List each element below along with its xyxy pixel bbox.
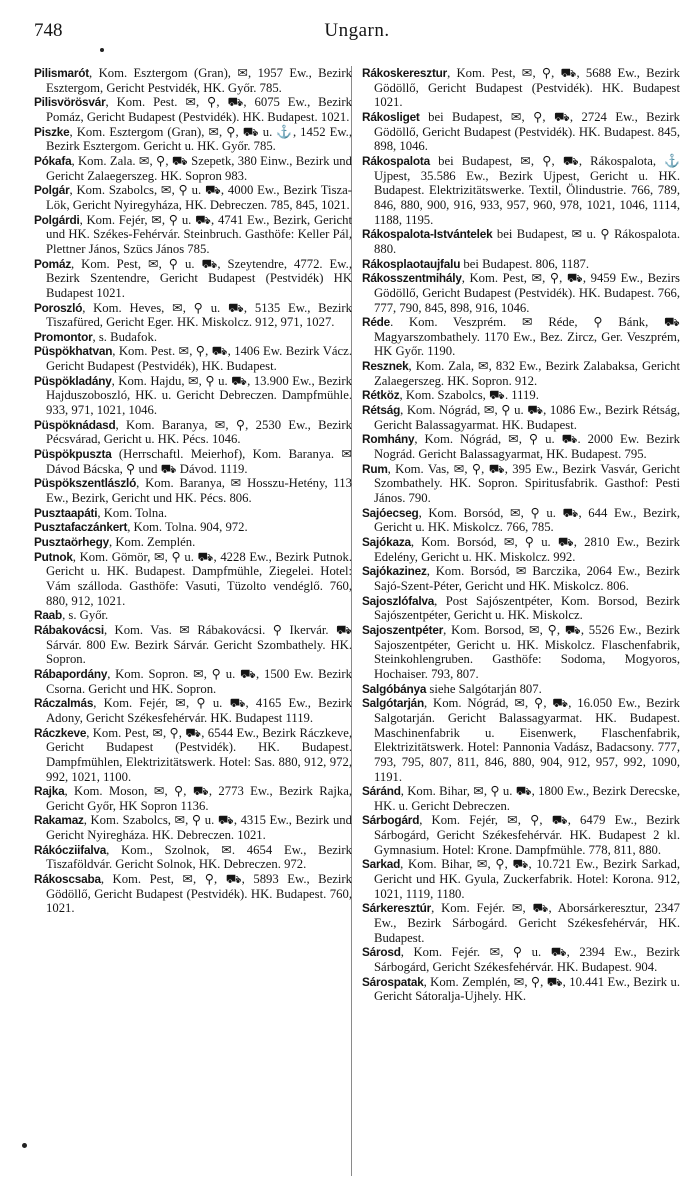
entry-description: , s. Budafok.: [92, 329, 157, 344]
entry-description: , Kom. Sopron. ✉, ⚲ u. ⛟, 1500 Ew. Bezirk Csorna. Gericht und HK. Sopron.: [46, 666, 352, 696]
entry-place-name: Sajoszentpéter: [362, 622, 444, 637]
entry-place-name: Promontor: [34, 329, 93, 344]
entry-description: , Kom. Baranya, ✉ Hosszu-Hetény, 113 Ew., Bezirk, Gericht und HK. Pécs. 806.: [46, 476, 352, 506]
gazetteer-entry: [34, 623, 352, 667]
gazetteer-entry: [362, 359, 680, 388]
entry-description: , Kom., Szolnok, ✉. 4654 Ew., Bezirk Tiszaföldvár. Gericht Solnok, HK. Debreczen. 972.: [46, 842, 352, 872]
gazetteer-entry: [362, 110, 680, 154]
gazetteer-entry: [34, 66, 352, 95]
entry-place-name: Sáránd: [362, 784, 401, 799]
page-number: 748: [34, 20, 63, 41]
entry-place-name: Resznek: [362, 359, 409, 374]
gazetteer-entry: [362, 271, 680, 315]
gazetteer-entry: [34, 667, 352, 696]
entry-description: , Kom. Fejér, ✉, ⚲, ⛟, 6479 Ew., Bezirk Sárbogárd, Gericht Székesfehérvár. HK. Budapest 2 kl. Gymnasium. Hotel: Krone. Dampfmühle. 778, 811, 880.: [374, 813, 680, 857]
gazetteer-entry: [362, 975, 680, 1004]
entry-description: , Post Sajószentpéter, Kom. Borsod, Bezirk Sajószentpéter, Gericht u. HK. Miskolcz.: [374, 593, 680, 623]
gazetteer-entry: [362, 506, 680, 535]
entry-place-name: Sarkad: [362, 857, 401, 872]
entry-place-name: Réde: [362, 315, 391, 330]
gazetteer-entry: [362, 227, 680, 256]
entry-place-name: Raab: [34, 608, 63, 623]
entry-place-name: Salgóbánya: [362, 681, 427, 696]
entry-description: , Kom. Bihar, ✉, ⚲ u. ⛟, 1800 Ew., Bezirk Derecske, HK. u. Gericht Debreczen.: [374, 784, 680, 813]
gazetteer-entry: [362, 945, 680, 974]
entry-description: , Kom. Borsód, ✉, ⚲ u. ⛟, 644 Ew., Bezirk, Gericht u. HK. Miskolcz. 766, 785.: [374, 505, 680, 535]
entry-description: bei Budapest, ✉, ⚲, ⛟, 2724 Ew., Bezirk Gödöllő, Gericht Budapest (Pestvidék). HK. Budapest. 845, 898, 1046.: [374, 109, 680, 154]
gazetteer-entry: [362, 696, 680, 784]
entry-place-name: Piszke: [34, 124, 70, 139]
gazetteer-entry: [362, 257, 680, 272]
gazetteer-entry: [34, 447, 352, 476]
gazetteer-entry: [362, 623, 680, 682]
entry-place-name: Pusztaörhegy: [34, 535, 109, 549]
entry-description: . Kom. Veszprém. ✉ Réde, ⚲ Bánk, ⛟ Magyarszombathely. 1170 Ew., Bez. Zircz, Ger. Veszprém, HK Győr. 1190.: [374, 315, 680, 359]
gazetteer-entry: [362, 66, 680, 110]
gazetteer-entry: [34, 784, 352, 813]
entry-description: , Kom. Tolna.: [97, 505, 168, 520]
entry-place-name: Ráczkeve: [34, 725, 87, 740]
gazetteer-entry: [34, 843, 352, 872]
entry-place-name: Romhány: [362, 432, 415, 447]
gazetteer-entry: [362, 315, 680, 359]
entry-description: , Kom. Nógrád, ✉, ⚲, ⛟, 16.050 Ew., Bezirk Salgotarján. Gericht Balassagyarmat. HK. Budapest. Maschinenfabrik u. Eisenwerk, Flaschenfabrik, Elektrizitätswerk. Hotel: Pannonia Vadász, Badacsony. 777, 793, 795, 807, 811, 846, 880, 904, 912, 957, 992, 1090, 1191.: [374, 696, 680, 784]
entry-place-name: Püspöknádasd: [34, 417, 116, 432]
entry-place-name: Püspökladány: [34, 373, 112, 388]
gazetteer-entry: [34, 95, 352, 124]
entry-place-name: Rákospalota-Istvántelek: [362, 227, 493, 242]
entry-description: , Kom. Hajdu, ✉, ⚲ u. ⛟, 13.900 Ew., Bezirk Hajduszoboszló, HK. u. Gericht Debreczen. Dampfmühle. 933, 971, 1021, 1046.: [46, 373, 352, 418]
entry-place-name: Poroszló: [34, 300, 83, 315]
gazetteer-entry: [34, 330, 352, 345]
entry-place-name: Sárosd: [362, 945, 401, 960]
entry-place-name: Rákosszentmihály: [362, 271, 462, 286]
entry-place-name: Rétköz: [362, 388, 400, 403]
gazetteer-entry: [34, 476, 352, 505]
entry-place-name: Sárospatak: [362, 974, 424, 989]
gazetteer-entry: [362, 403, 680, 432]
gazetteer-entry: [34, 726, 352, 785]
entry-description: , Kom. Zala. ✉, ⚲, ⛟ Szepetk, 380 Einw., Bezirk und Gericht Zalaegerszeg. HK. Sopron 983.: [46, 153, 352, 183]
entry-description: bei Budapest. 806, 1187.: [460, 256, 590, 271]
entry-description: , Kom. Baranya, ✉, ⚲, 2530 Ew., Bezirk Pécsvárad, Gericht u. HK. Pécs. 1046.: [46, 417, 352, 447]
gazetteer-entry: [362, 857, 680, 901]
gazetteer-entry: [34, 520, 352, 535]
entry-description: , Kom. Moson, ✉, ⚲, ⛟, 2773 Ew., Bezirk Rajka, Gericht Győr, HK Sopron 1136.: [46, 784, 352, 813]
gazetteer-entry: [34, 535, 352, 550]
entry-place-name: Sárkeresztúr: [362, 901, 432, 916]
entry-description: , Kom. Heves, ✉, ⚲ u. ⛟, 5135 Ew., Bezirk Tiszafüred, Gericht Eger. HK. Miskolcz. 912, 971, 1027.: [46, 300, 352, 330]
entry-description: , Kom. Vas, ✉, ⚲, ⛟, 395 Ew., Bezirk Vasvár, Gericht Szombathely. HK. Sopron. Spiritusfabrik. Gasthof: Pesti János. 790.: [374, 461, 680, 506]
entry-place-name: Püspökhatvan: [34, 344, 113, 359]
entry-description: bei Budapest, ✉ u. ⚲ Rákospalota. 880.: [374, 227, 680, 256]
entry-description: (Herrschaftl. Meierhof), Kom. Baranya. ✉ Dávod Bácska, ⚲ und ⛟ Dávod. 1119.: [46, 447, 352, 476]
entry-place-name: Sajoszlófalva: [362, 593, 435, 608]
entry-place-name: Sárbogárd: [362, 813, 420, 828]
entry-description: , Kom. Vas. ✉ Rábakovácsi. ⚲ Ikervár. ⛟ Sárvár. 800 Ew. Bezirk Sárvár. Gericht Szombathely. HK. Sopron.: [46, 622, 352, 667]
entry-place-name: Pilisvörösvár: [34, 95, 106, 110]
gazetteer-entry: [34, 608, 352, 623]
entry-place-name: Ráczalmás: [34, 696, 94, 711]
entry-description: , Kom. Esztergom (Gran), ✉, ⚲, ⛟ u. ⚓, 1452 Ew., Bezirk Esztergom. Gericht u. HK. Győr. 785.: [46, 124, 352, 154]
print-speck: [100, 48, 104, 52]
entry-description: , Kom. Borsód, ✉ Barczika, 2064 Ew., Bezirk Sajó-Szent-Péter, Gericht und HK. Miskolcz. 806.: [374, 564, 680, 593]
entry-place-name: Rákosplaotaujfalu: [362, 256, 461, 271]
gazetteer-entry: [362, 594, 680, 623]
entry-description: , Kom. Szabolcs, ⛟. 1119.: [399, 388, 539, 403]
entry-place-name: Rétság: [362, 403, 401, 418]
entry-description: , Kom. Nógrád, ✉, ⚲ u. ⛟. 2000 Ew. Bezirk Nográd. Gericht Balassagyarmat, HK. Budapest. 795.: [374, 432, 680, 462]
entry-place-name: Rábakovácsi: [34, 622, 104, 637]
gazetteer-entry: [362, 535, 680, 564]
entry-place-name: Pusztaapáti: [34, 505, 98, 520]
entry-description: , Kom. Fejér, ✉, ⚲ u. ⛟, 4165 Ew., Bezirk Adony, Gericht Székesfehérvár. HK. Budapest 1119.: [46, 696, 352, 725]
entry-description: , Kom. Fejér. ✉, ⚲ u. ⛟, 2394 Ew., Bezirk Sárbogárd, Gericht Székesfehérvár. HK. Budapest. 904.: [374, 945, 680, 975]
gazetteer-entry: [362, 388, 680, 403]
entry-place-name: Pusztafaczánkert: [34, 520, 128, 535]
entry-description: , Kom. Pest, ✉, ⚲, ⛟, 6544 Ew., Bezirk Ráczkeve, Gericht Budapest (Pestvidék). HK. Budapest. Dampfmühlen, Elektrizitätswerk. Hotel: Sas. 880, 912, 972, 992, 1021, 1100.: [46, 725, 352, 784]
entry-description: , Kom. Pest, ✉, ⚲, ⛟, 9459 Ew., Bezirs Gödöllő, Gericht Budapest (Pestvidék). HK. Budapest. 766, 777, 790, 845, 898, 916, 1046.: [374, 271, 680, 315]
gazetteer-entry: [362, 564, 680, 593]
entry-place-name: Pókafa: [34, 153, 72, 168]
running-head: Ungarn.: [324, 20, 390, 41]
gazetteer-entry: [362, 154, 680, 227]
gazetteer-entry: [362, 432, 680, 461]
entry-description: , Kom. Szabolcs, ✉, ⚲ u. ⛟, 4000 Ew., Bezirk Tisza-Lök, Gericht Nyiregyháza, HK. Debreczen. 785, 845, 1021.: [46, 183, 352, 212]
entry-description: , Kom. Szabolcs, ✉, ⚲ u. ⛟, 4315 Ew., Bezirk und Gericht Nyiregháza. HK. Debreczen. 1021.: [46, 813, 352, 843]
gazetteer-entry: [362, 901, 680, 945]
print-speck: [22, 1143, 27, 1148]
gazetteer-entry: [34, 506, 352, 521]
entry-description: bei Budapest, ✉, ⚲, ⛟, Rákospalota, ⚓ Ujpest, 35.586 Ew., Bezirk Ujpest, Gericht u. HK. Budapest. Elektrizitätswerke. Textil, Ölindustrie. 766, 789, 846, 880, 900, 916, 933, 957, 960, 978, 1021, 1046, 1114, 1188, 1195.: [374, 153, 680, 227]
entry-place-name: Rákoscsaba: [34, 872, 101, 887]
gazetteer-entry: [34, 344, 352, 373]
entry-place-name: Putnok: [34, 549, 73, 564]
gazetteer-entry: [362, 813, 680, 857]
entry-description: , Kom. Pest, ✉, ⚲, ⛟, 5688 Ew., Bezirk Gödöllő, Gericht Budapest (Pestvidék). HK. Budapest 1021.: [374, 66, 680, 110]
entry-description: , Kom. Pest. ✉, ⚲, ⛟, 6075 Ew., Bezirk Pomáz, Gericht Budapest (Pestvidék). HK. Budapest. 1021.: [46, 95, 352, 124]
entry-place-name: Rákócziifalva: [34, 842, 107, 857]
entry-place-name: Sajókaza: [362, 535, 411, 549]
entry-place-name: Rajka: [34, 784, 65, 799]
entry-place-name: Püspökpuszta: [34, 447, 112, 462]
entry-description: , Kom. Zala, ✉, 832 Ew., Bezirk Zalabaksa, Gericht Zalaegerszeg. HK. Sopron. 912.: [374, 359, 680, 388]
entry-description: , Kom. Gömör, ✉, ⚲ u. ⛟, 4228 Ew., Bezirk Putnok. Gericht u. HK. Budapest. Dampfmühle, Ziegelei. Hotel: Vám szálloda. Gasthöfe: Vasuti, Tüzolto vendéglő. 760, 880, 912, 1021.: [46, 549, 352, 608]
entry-place-name: Sajókazinez: [362, 564, 427, 579]
gazetteer-entry: [34, 550, 352, 609]
entry-place-name: Pomáz: [34, 256, 72, 271]
entry-description: , Kom. Tolna. 904, 972.: [127, 520, 248, 535]
entry-description: , Kom. Fejér, ✉, ⚲ u. ⛟, 4741 Ew., Bezirk, Gericht und HK. Székes-Fehérvár. Steinbruch. Gasthöfe: Keller Pál, Plettner János, Szücs János 785.: [46, 212, 352, 256]
entry-description: , Kom. Borsód, ✉, ⚲ u. ⛟, 2810 Ew., Bezirk Edelény, Gericht u. HK. Miskolcz. 992.: [374, 535, 680, 564]
gazetteer-entry: [34, 813, 352, 842]
gazetteer-entry: [34, 257, 352, 301]
entry-place-name: Pilismarót: [34, 66, 90, 80]
entry-description: , s. Győr.: [62, 608, 109, 623]
gazetteer-entry: [34, 183, 352, 212]
entry-place-name: Rákospalota: [362, 153, 430, 168]
entry-place-name: Püspökszentlászló: [34, 476, 137, 491]
entry-description: , Kom. Pest, ✉, ⚲, ⛟, 5893 Ew., Bezirk Gödöllő, Gericht Budapest (Pestvidék). HK. Budapest. 760, 1021.: [46, 872, 352, 916]
page-header: [34, 20, 680, 44]
gazetteer-entry: [34, 154, 352, 183]
gazetteer-entry: [362, 682, 680, 697]
right-column: [362, 66, 680, 1004]
entry-description: , Kom. Nógrád, ✉, ⚲ u. ⛟, 1086 Ew., Bezirk Rétság, Gericht Balassagyarmat. HK. Budapest.: [374, 403, 680, 432]
entry-description: siehe Salgótarján 807.: [426, 681, 542, 696]
gazetteer-entry: [362, 784, 680, 813]
gazetteer-entry: [362, 462, 680, 506]
gazetteer-entry: [34, 213, 352, 257]
entry-place-name: Polgárdi: [34, 212, 80, 227]
gazetteer-entry: [34, 696, 352, 725]
entry-place-name: Sajóecseg: [362, 505, 419, 520]
entry-place-name: Rákoskeresztur: [362, 66, 448, 80]
gazetteer-entry: [34, 125, 352, 154]
entry-place-name: Rákosliget: [362, 109, 420, 124]
left-column: [34, 66, 352, 916]
gazetteer-entry: [34, 418, 352, 447]
gazetteer-entry: [34, 374, 352, 418]
entry-place-name: Rakamaz: [34, 813, 84, 828]
entry-description: , Kom. Pest, ✉, ⚲ u. ⛟, Szeytendre, 4772. Ew., Bezirk Szentendre, Gericht Budapest (Pestvidék) HK Budapest 1021.: [46, 256, 352, 300]
entry-description: , Kom. Zemplén.: [108, 535, 196, 549]
entry-description: , Kom. Borsod, ✉, ⚲, ⛟, 5526 Ew., Bezirk Sajoszentpéter, Gericht u. HK. Miskolcz. Flaschenfabrik, Steinkohlengruben. Gasthöfe: Sodoma, Mogyoros, Hochaiser. 793, 807.: [374, 622, 680, 681]
entry-description: , Kom. Fejér. ✉, ⛟, Aborsárkeresztur, 2347 Ew., Bezirk Sárbogárd. Gericht Székesfehérvár, HK. Budapest.: [374, 901, 680, 945]
entry-place-name: Salgótarján: [362, 696, 425, 711]
entry-description: , Kom. Zemplén, ✉, ⚲, ⛟, 10.441 Ew., Bezirk u. Gericht Sátoralja-Ujhely. HK.: [374, 974, 680, 1004]
gazetteer-entry: [34, 872, 352, 916]
entry-place-name: Rum: [362, 461, 388, 476]
gazetteer-entry: [34, 301, 352, 330]
entry-place-name: Rábapordány: [34, 666, 108, 681]
entry-description: , Kom. Pest. ✉, ⚲, ⛟, 1406 Ew. Bezirk Vácz. Gericht Budapest (Pestvidék), HK. Budapest.: [46, 344, 352, 374]
entry-description: , Kom. Esztergom (Gran), ✉, 1957 Ew., Bezirk Esztergom, Gericht Pestvidék, HK. Győr. 785.: [46, 66, 352, 95]
entry-place-name: Polgár: [34, 183, 70, 198]
entry-description: , Kom. Bihar, ✉, ⚲, ⛟, 10.721 Ew., Bezirk Sarkad, Gericht und HK. Gyula, Zuckerfabrik. Hotel: Korona. 912, 1021, 1119, 1180.: [374, 857, 680, 901]
